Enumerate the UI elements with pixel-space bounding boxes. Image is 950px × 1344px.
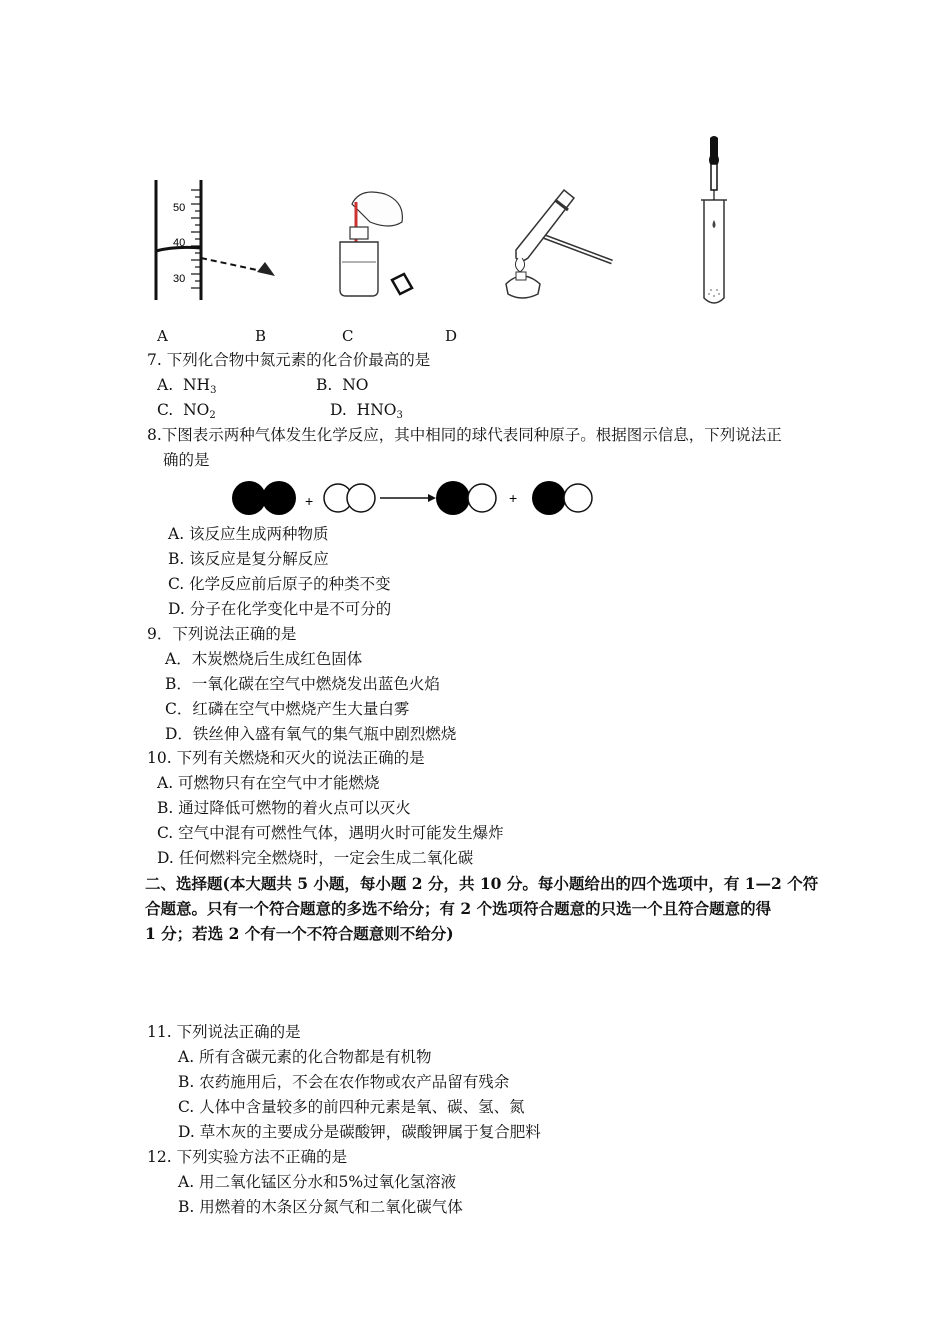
q8-option-b: B. 该反应是复分解反应 <box>168 550 329 568</box>
cylinder-tick-label: 30 <box>173 273 186 285</box>
q7-option-b: B. NO <box>316 376 369 394</box>
eye-icon <box>257 262 275 276</box>
figure-label-d: D <box>445 327 458 345</box>
q10-stem: 10. 下列有关燃烧和灭火的说法正确的是 <box>147 749 425 767</box>
q7-option-d: D. $HNO_3$ <box>330 401 403 421</box>
molecule-reaction-diagram <box>228 478 600 520</box>
q12-option-a: A. 用二氧化锰区分水和5%过氧化氢溶液 <box>178 1173 457 1191</box>
q10-option-a: A. 可燃物只有在空气中才能燃烧 <box>157 774 380 792</box>
cylinder-tick-label: 50 <box>173 202 186 214</box>
cylinder-tick-label: 40 <box>173 237 186 249</box>
q9-option-a: A．木炭燃烧后生成红色固体 <box>165 650 363 668</box>
q11-option-d: D. 草木灰的主要成分是碳酸钾，碳酸钾属于复合肥料 <box>178 1123 541 1141</box>
q10-option-c: C. 空气中混有可燃性气体，遇明火时可能发生爆炸 <box>157 824 504 842</box>
section2-instructions: 二、选择题(本大题共 5 小题，每小题 2 分，共 10 分。每小题给出的四个选项中，有 1—2 个符 <box>145 874 819 893</box>
q9-stem: 9．下列说法正确的是 <box>147 625 297 643</box>
q12-option-b: B. 用燃着的木条区分氮气和二氧化碳气体 <box>178 1198 463 1216</box>
q8-stem: 8.下图表示两种气体发生化学反应，其中相同的球代表同种原子。根据图示信息，下列说法正 <box>147 426 782 444</box>
q11-option-c: C. 人体中含量较多的前四种元素是氧、碳、氢、氮 <box>178 1098 525 1116</box>
q9-option-b: B．一氧化碳在空气中燃烧发出蓝色火焰 <box>165 675 440 693</box>
q8-option-d: D. 分子在化学变化中是不可分的 <box>168 600 392 618</box>
figure-label-c: C <box>342 327 354 345</box>
arrow-icon <box>428 494 436 502</box>
q7-option-a: A. $NH_3$ <box>157 376 217 396</box>
q10-option-b: B. 通过降低可燃物的着火点可以灭火 <box>157 799 411 817</box>
figure-label-a: A <box>157 327 168 345</box>
q12-stem: 12. 下列实验方法不正确的是 <box>147 1148 348 1166</box>
dropper-test-tube-figure <box>698 134 732 309</box>
plus-sign: + <box>509 490 518 506</box>
q7-stem: 7. 下列化合物中氮元素的化合价最高的是 <box>147 351 431 369</box>
plus-sign: + <box>305 493 314 509</box>
q9-option-c: C．红磷在空气中燃烧产生大量白雾 <box>165 700 410 718</box>
q11-stem: 11. 下列说法正确的是 <box>147 1023 301 1041</box>
figure-label-b: B <box>255 327 267 345</box>
reagent-bottle-figure <box>330 182 420 302</box>
q8-option-c: C. 化学反应前后原子的种类不变 <box>168 575 391 593</box>
q11-option-a: A. 所有含碳元素的化合物都是有机物 <box>178 1048 432 1066</box>
q11-option-b: B. 农药施用后，不会在农作物或农产品留有残余 <box>178 1073 510 1091</box>
q7-option-c: C. $NO_2$ <box>157 401 216 421</box>
heating-test-tube-figure <box>500 180 625 305</box>
q9-option-d: D．铁丝伸入盛有氧气的集气瓶中剧烈燃烧 <box>165 725 457 743</box>
q10-option-d: D. 任何燃料完全燃烧时，一定会生成二氧化碳 <box>157 849 474 867</box>
section2-instructions-line3: 1 分；若选 2 个有一个不符合题意则不给分) <box>145 924 454 943</box>
section2-instructions-line2: 合题意。只有一个符合题意的多选不给分；有 2 个选项符合题意的只选一个且符合题意的得 <box>145 899 772 918</box>
q8-stem-continued: 确的是 <box>163 451 210 469</box>
graduated-cylinder-figure <box>145 176 280 306</box>
q8-option-a: A. 该反应生成两种物质 <box>168 525 329 543</box>
